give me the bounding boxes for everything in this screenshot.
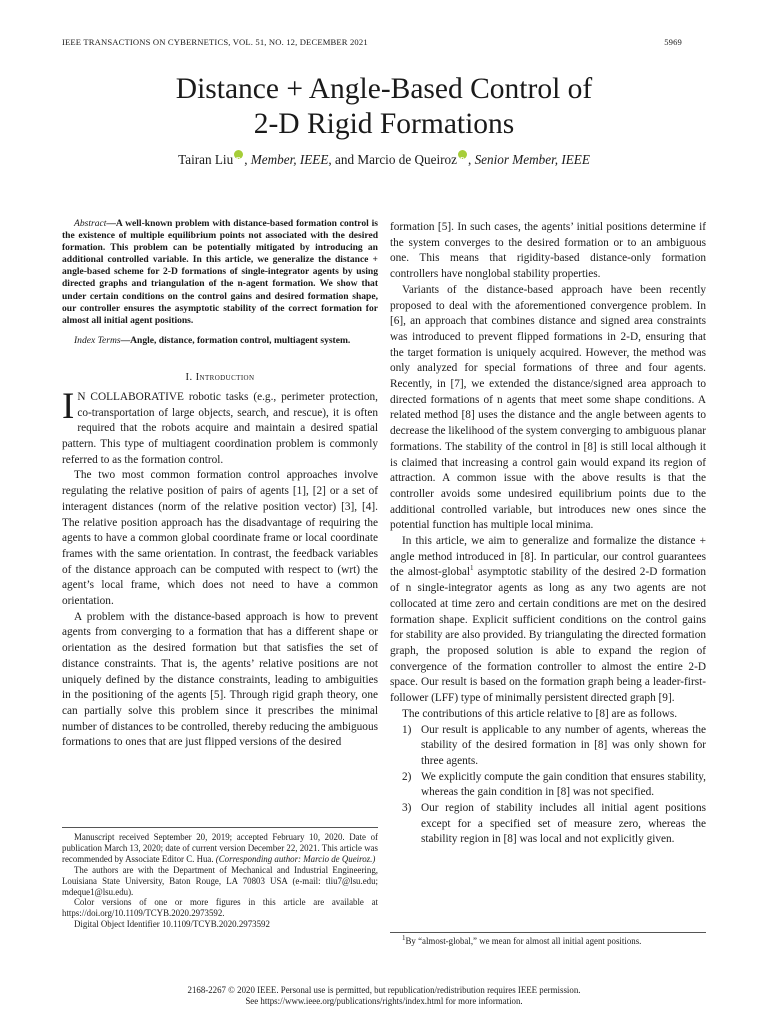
footnote-number: 1: [402, 934, 406, 943]
list-item-text: Our region of stability includes all initial agent positions except for a specified set of measure zero, whereas the stability region in [8] was local and not explicitly given.: [421, 802, 706, 846]
first-page-footnotes: [62, 827, 378, 930]
intro-lead-words: N COLLABORATIVE: [77, 390, 184, 403]
list-item-number: 2): [402, 770, 412, 783]
index-terms-text: Angle, distance, formation control, multiagent system.: [130, 334, 351, 346]
title-line-2: 2-D Rigid Formations: [253, 108, 515, 140]
author-conjunction: , and: [328, 152, 358, 167]
footnote-text: By “almost-global,” we mean for almost all initial agent positions.: [405, 936, 642, 946]
list-item: [390, 770, 706, 801]
section-heading-introduction: [62, 372, 378, 383]
contributions-list: [390, 723, 706, 849]
intro-paragraph-1-text: robotic tasks (e.g., perimeter protection, co-transportation of large objects, search, and rescue), it is often required that the robots acquire and maintain a desired spatial pattern. This type of multiagent coordination problem is commonly referred to as the formation control.: [62, 390, 378, 466]
right-paragraph-4: The contributions of this article relative to [8] are as follows.: [402, 707, 678, 720]
right-paragraph-3-part2: asymptotic stability of the desired 2-D formation of n single-integrator agents as long as any two agents are not collocated at time zero and certain conditions are met on the desired formation shape. Explicit sufficient conditions on the control gains for stability are also provided. By triangulating the directed formation graph, the proposed solution is able to expand the region of convergence of the formation controller to almost the entire 2-D space. Our result is based on the formation graph being a leader-first-follower (LFF) type of minimally persistent directed graph [9].: [390, 566, 706, 705]
page-number: 5969: [664, 37, 682, 47]
right-paragraph-2: Variants of the distance-based approach have been recently proposed to deal with the aforementioned convergence problem. In [6], an approach that combines distance and signed area constraints was introduced to prevent flipped formations in 2-D, ensuring that the target formation is uniquely acquired. However, the method was only analyzed for special formations of three and four agents. Recently, in [7], we extended the distance/signed area approach to directed formations of n agents that meet some shape conditions. A related method [8] uses the distance and the angle between agents to decrease the likelihood of the system converging to ambiguous planar formations. The stability of the control in [8] is still local although it is claimed that increasing a control gain would expand its region of attraction. A common issue with the above results is that the controller avoids some undesired equilibrium points due to the additional controlled variable, but introduces new ones since the potential function has multiple local minima.: [390, 283, 706, 532]
drop-cap: I: [62, 385, 75, 427]
author-2-name: Marcio de Queiroz: [357, 152, 457, 167]
copyright-notice: [62, 985, 706, 1007]
author-2-role: Senior Member, IEEE: [474, 152, 590, 167]
list-item-number: 3): [402, 802, 412, 815]
footnote-1: [390, 932, 706, 947]
title-line-1: Distance + Angle-Based Control of: [175, 73, 593, 105]
journal-name: IEEE TRANSACTIONS ON CYBERNETICS, VOL. 51, NO. 12, DECEMBER 2021: [62, 37, 368, 47]
corresponding-author: (Corresponding author: Marcio de Queiroz.): [215, 853, 376, 864]
list-item-text: Our result is applicable to any number of agents, whereas the stability of the desired formation in [8] was only shown for three agents.: [421, 723, 706, 767]
section-number: I.: [185, 371, 193, 383]
intro-paragraph-2: The two most common formation control approaches involve regulating the relative position of pairs of agents [1], [2] or a set of interagent distances (norm of the relative position vector) [3], [4]. The relative position approach has the disadvantage of requiring the agents to have a common global coordinate frame or local coordinate frames with the same orientation. In contrast, the feedback variables of the distance approach can be computed with respect to (wrt) the agent’s local frame, which does not need to have a common orientation.: [62, 469, 378, 608]
copyright-line-2: See https://www.ieee.org/publications/rights/index.html for more information.: [245, 996, 523, 1006]
index-terms: [62, 335, 378, 347]
right-paragraph-3: [390, 534, 706, 707]
right-paragraph-3-part1: In this article, we aim to generalize and formalize the distance + angle method introduced in [8]. In particular, our control guarantees the almost-global: [390, 535, 706, 579]
copyright-line-1: 2168-2267 © 2020 IEEE. Personal use is permitted, but republication/redistribution requires IEEE permission.: [187, 985, 581, 995]
running-header: [62, 37, 682, 47]
section-title: Introduction: [195, 371, 255, 383]
doi-note: Digital Object Identifier 10.1109/TCYB.2020.2973592: [74, 919, 270, 930]
right-column: [390, 220, 706, 848]
list-item: [390, 723, 706, 770]
list-item: [390, 801, 706, 848]
intro-paragraph-3: A problem with the distance-based approach is how to prevent agents from converging to a formation that has a different shape or orientation as the desired formation but that satisfies the set of distance constraints. That is, the agents’ relative positions are not uniquely defined by the distance constraints, leading to ambiguities in the positioning of the agents [5]. Through rigid graph theory, one can partially solve this problem since it prescribes the minimal number of distances to be controlled, thereby reducing the ambiguous formations to ones that are just flipped versions of the desired: [62, 610, 378, 749]
manuscript-note: [62, 832, 378, 865]
right-paragraph-1: formation [5]. In such cases, the agents’ initial positions determine if the system converges to the desired formation or to an ambiguous one. This means that rigidity-based distance-only formation controllers have nonglobal stability properties.: [390, 221, 706, 281]
abstract-text: A well-known problem with distance-based formation control is the existence of multiple equilibrium points not associated with the desired formation. This problem can be potentially mitigated by introducing an additional controlled variable. In this article, we generalize the distance + angle-based scheme for 2-D formations of single-integrator agents by using directed graphs and triangulation of the n-agent formation. We show that under certain conditions on the control gains and desired formation shape, our controller ensures the asymptotic stability of the correct formation for almost all initial agent positions.: [62, 218, 378, 326]
abstract: [62, 218, 378, 327]
author-line: Tairan LiuiD , Member, IEEE, and Marcio de QueiroziD , Senior Member, IEEE: [62, 150, 706, 169]
orcid-icon[interactable]: [458, 150, 467, 159]
abstract-dash: —: [106, 218, 116, 229]
index-terms-dash: —: [120, 334, 131, 346]
author-1-name: Tairan Liu: [178, 152, 234, 167]
list-item-number: 1): [402, 723, 412, 736]
paper-title: [62, 72, 706, 142]
index-terms-label: Index Terms: [74, 334, 121, 346]
affiliation-note: The authors are with the Department of Mechanical and Industrial Engineering, Louisiana State University, Baton Rouge, LA 70803 USA (e-mail: tliu7@lsu.edu; mdeque1@lsu.edu).: [62, 864, 378, 897]
intro-paragraph-1: [62, 385, 378, 469]
orcid-icon[interactable]: [234, 150, 243, 159]
color-versions-note: Color versions of one or more figures in this article are available at https://doi.org/10.1109/TCYB.2020.2973592.: [62, 897, 378, 919]
manuscript-dates: Manuscript received September 20, 2019; accepted February 10, 2020. Date of publication March 13, 2020; date of current version December 22, 2021. This article was recommended by Associate Editor C. Hua.: [62, 832, 378, 864]
footnote-marker[interactable]: 1: [470, 564, 474, 573]
list-item-text: We explicitly compute the gain condition that ensures stability, whereas the gain condition in [8] was not specified.: [421, 770, 706, 799]
author-1-role: Member, IEEE: [250, 152, 329, 167]
abstract-label: Abstract: [74, 218, 107, 229]
left-column: [62, 218, 378, 751]
